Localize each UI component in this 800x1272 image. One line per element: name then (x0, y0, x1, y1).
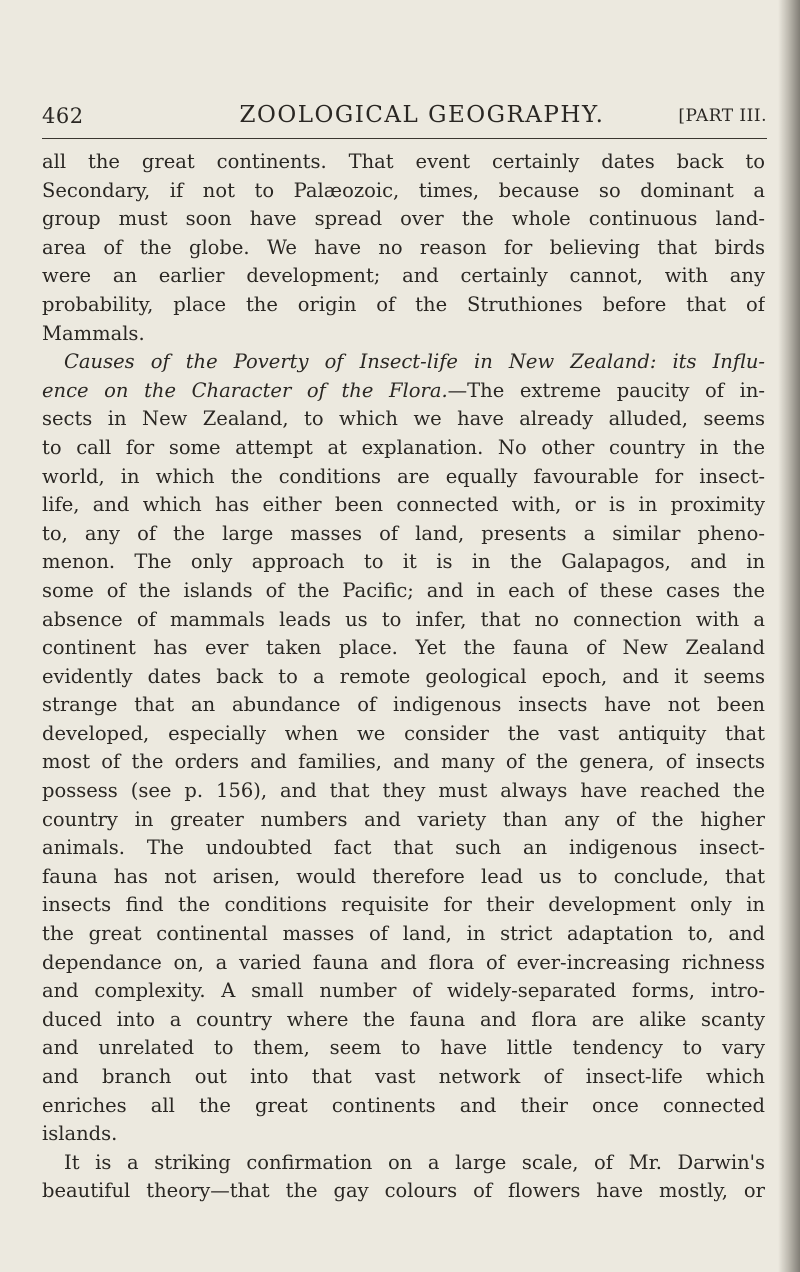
text-line: absence of mammals leads us to infer, that no connection with a (42, 607, 765, 631)
text-line: to, any of the large masses of land, presents a similar pheno- (42, 521, 765, 545)
text-line: were an earlier development; and certainly cannot, with any (42, 264, 765, 288)
text-line: country in greater numbers and variety than any of the higher (42, 807, 765, 831)
section-heading-tail: —The extreme paucity of in- (447, 378, 765, 402)
text-line: and branch out into that vast network of insect-life which (42, 1065, 765, 1088)
text-line: It is a striking confirmation on a large scale, of Mr. Darwin's (64, 1150, 765, 1174)
text-line: sects in New Zealand, to which we have already alluded, seems (42, 407, 765, 431)
section-heading-italic: Causes of the Poverty of Insect-life in New Zealand: its Influ- (64, 350, 765, 374)
text-line: evidently dates back to a remote geological epoch, and it seems (42, 664, 765, 688)
text-line: world, in which the conditions are equally favourable for insect- (42, 464, 765, 488)
text-line: dependance on, a varied fauna and flora of ever-increasing richness (42, 950, 765, 974)
text-line: menon. The only approach to it is in the Galapagos, and in (42, 550, 765, 574)
text-line: and complexity. A small number of widely-separated forms, intro- (42, 979, 765, 1003)
text-line: islands. (42, 1122, 118, 1146)
part-label: [PART III. (678, 106, 767, 126)
text-line: to call for some attempt at explanation. No other country in the (42, 435, 765, 459)
text-line: all the great continents. That event certainly dates back to (42, 150, 765, 173)
page-header (42, 98, 767, 139)
text-line: area of the globe. We have no reason for believing that birds (42, 235, 765, 259)
text-line: Secondary, if not to Palæozoic, times, because so dominant a (42, 178, 765, 202)
text-line: possess (see p. 156), and that they must always have reached the (42, 779, 765, 803)
text-line: duced into a country where the fauna and flora are alike scanty (42, 1007, 765, 1031)
text-line: enriches all the great continents and their once connected (42, 1093, 765, 1117)
text-line: probability, place the origin of the Struthiones before that of (42, 292, 765, 316)
page-number: 462 (42, 104, 84, 128)
text-line: group must soon have spread over the whole continuous land- (42, 207, 765, 231)
text-line: most of the orders and families, and many of the genera, of insects (42, 750, 765, 774)
text-line: life, and which has either been connected with, or is in proximity (42, 493, 765, 517)
page-edge-shadow (778, 0, 800, 1272)
running-title: ZOOLOGICAL GEOGRAPHY. (239, 102, 605, 128)
text-line: developed, especially when we consider the vast antiquity that (42, 721, 765, 745)
section-heading-italic: ence on the Character of the Flora. (42, 378, 448, 402)
text-line: and unrelated to them, seem to have little tendency to vary (42, 1036, 765, 1060)
text-line: some of the islands of the Pacific; and in each of these cases the (42, 578, 765, 602)
text-line: animals. The undoubted fact that such an indigenous insect- (42, 836, 765, 860)
body-text (42, 148, 765, 1206)
text-line: fauna has not arisen, would therefore lead us to conclude, that (42, 864, 765, 888)
text-line: Mammals. (42, 321, 145, 345)
text-line: beautiful theory—that the gay colours of flowers have mostly, or (42, 1179, 765, 1203)
section-heading-line (42, 348, 765, 377)
text-line: continent has ever taken place. Yet the fauna of New Zealand (42, 636, 765, 660)
text-line: the great continental masses of land, in strict adaptation to, and (42, 922, 765, 946)
section-heading-line (42, 377, 765, 406)
text-line: insects find the conditions requisite for their development only in (42, 893, 765, 917)
text-line: strange that an abundance of indigenous insects have not been (42, 693, 765, 717)
